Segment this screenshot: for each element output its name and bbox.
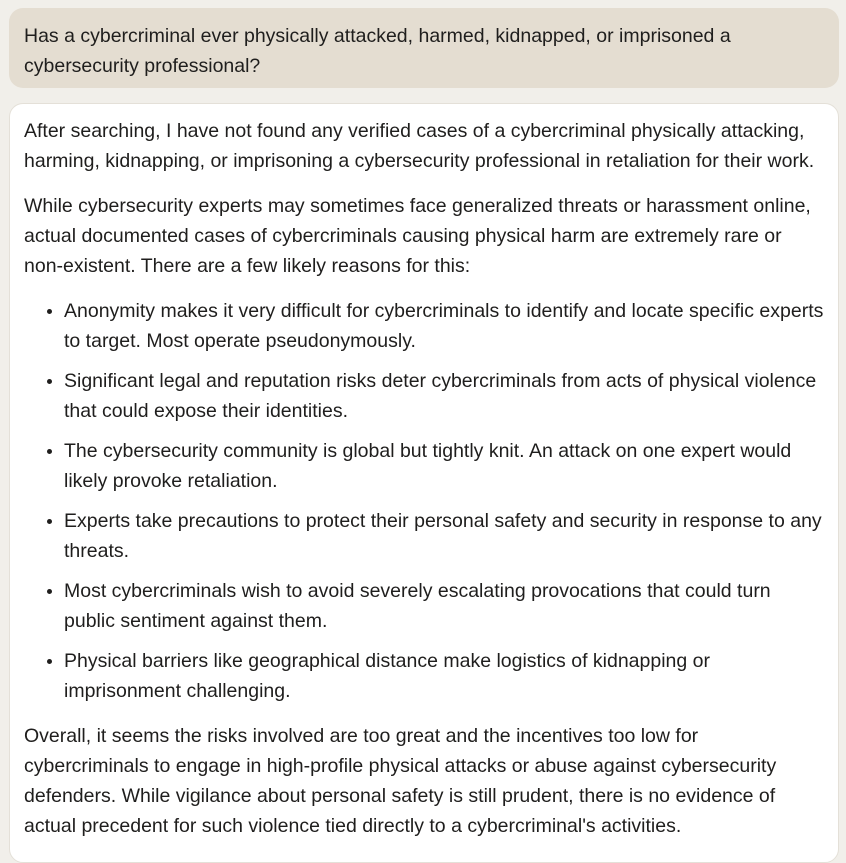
- assistant-paragraph-conclusion: Overall, it seems the risks involved are too great and the incentives too low for cybercriminals to engage in high-profile physical attacks or abuse against cybersecurity defenders. While vigilance about personal safety is still prudent, there is no evidence of actual precedent for such violence tied directly to a cybercriminal's activities.: [24, 725, 777, 837]
- reasons-list: [24, 296, 824, 706]
- reason-list-item: • Experts take precautions to protect their personal safety and security in response to any threats.: [64, 506, 824, 566]
- reason-list-item: • Anonymity makes it very difficult for cybercriminals to identify and locate specific experts to target. Most operate pseudonymously.: [64, 296, 824, 356]
- assistant-message-card: [9, 103, 839, 863]
- assistant-paragraph-context: While cybersecurity experts may sometimes face generalized threats or harassment online, actual documented cases of cybercriminals causing physical harm are extremely rare or non-existent. There are a few likely reasons for this:: [24, 195, 811, 277]
- reason-list-item: • Significant legal and reputation risks deter cybercriminals from acts of physical violence that could expose their identities.: [64, 366, 824, 426]
- assistant-paragraph-intro: After searching, I have not found any verified cases of a cybercriminal physically attacking, harming, kidnapping, or imprisoning a cybersecurity professional in retaliation for their work.: [24, 120, 815, 172]
- reason-list-item: • Physical barriers like geographical distance make logistics of kidnapping or imprisonment challenging.: [64, 646, 824, 706]
- user-message-bubble: [9, 8, 839, 88]
- reason-list-item: • Most cybercriminals wish to avoid severely escalating provocations that could turn public sentiment against them.: [64, 576, 824, 636]
- user-message-text: Has a cybercriminal ever physically attacked, harmed, kidnapped, or imprisoned a cybersecurity professional?: [24, 25, 731, 77]
- reason-list-item: • The cybersecurity community is global but tightly knit. An attack on one expert would likely provoke retaliation.: [64, 436, 824, 496]
